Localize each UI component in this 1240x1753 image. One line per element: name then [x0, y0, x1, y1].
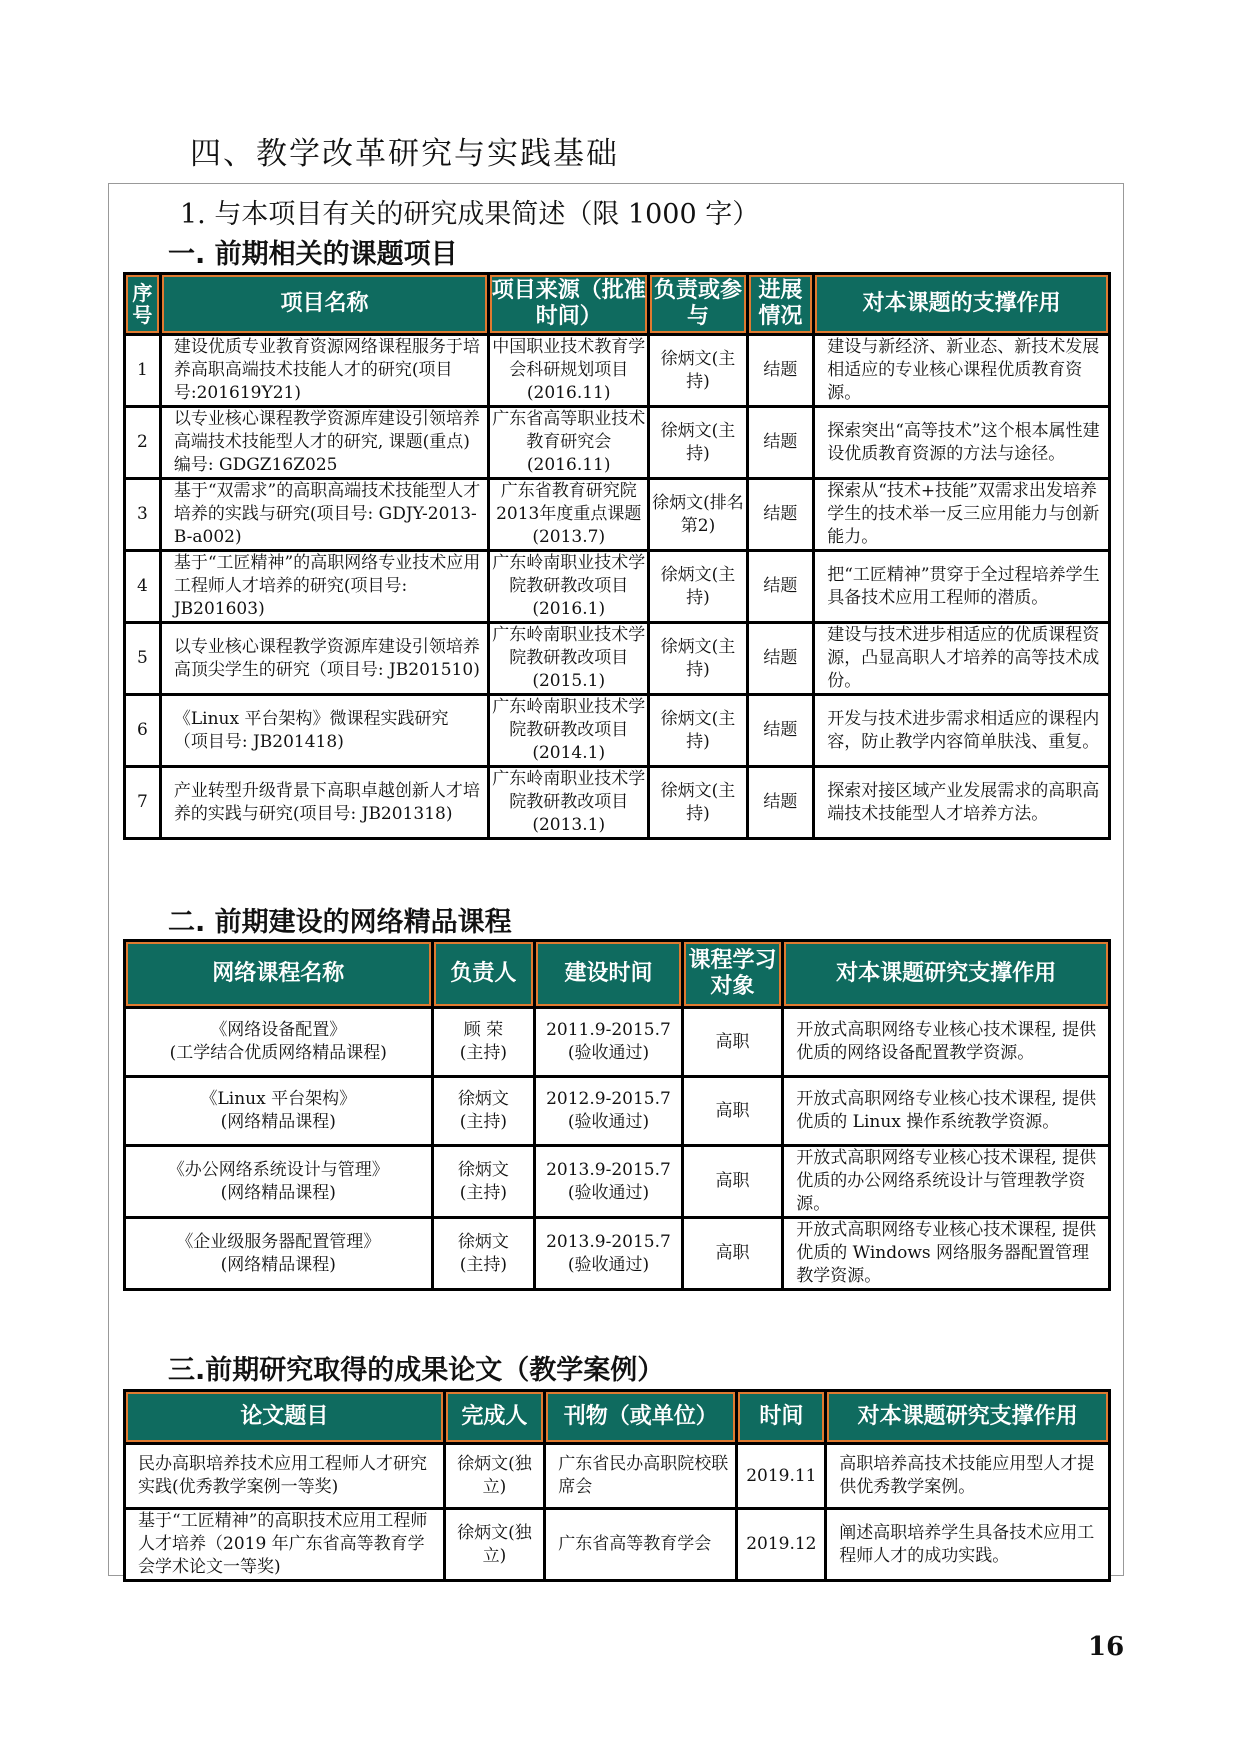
project-status: 结题 — [749, 552, 813, 621]
paper-title: 基于“工匠精神”的高职技术应用工程师人才培养（2019 年广东省高等教育学会学术论文一等奖) — [126, 1510, 443, 1579]
project-status: 结题 — [749, 336, 813, 405]
course-time-line: (验收通过) — [567, 1182, 650, 1203]
section1-heading: 一. 前期相关的课题项目 — [168, 239, 458, 270]
header-cell: 对本课题研究支撑作用 — [784, 942, 1108, 1006]
course-time — [536, 1219, 681, 1288]
project-name: 《Linux 平台架构》微课程实践研究（项目号: JB201418) — [162, 696, 487, 765]
course-time — [536, 1078, 681, 1144]
table-row — [126, 624, 1108, 693]
course-name-line: 《办公网络系统设计与管理》 — [167, 1159, 389, 1180]
course-support: 开放式高职网络专业核心技术课程, 提供优质的办公网络系统设计与管理教学资源。 — [784, 1147, 1108, 1216]
table-row — [126, 1078, 1108, 1144]
header-cell: 项目来源（批准时间） — [490, 275, 647, 333]
paper-author: 徐炳文(独立) — [446, 1510, 544, 1579]
project-support: 探索从“技术+技能”双需求出发培养学生的技术举一反三应用能力与创新能力。 — [815, 480, 1108, 549]
project-role: 徐炳文(主持) — [650, 624, 745, 693]
course-target: 高职 — [684, 1219, 782, 1288]
paper-time: 2019.11 — [738, 1445, 824, 1507]
header-cell: 课程学习对象 — [684, 942, 782, 1006]
project-source: 广东岭南职业技术学院教研教改项目(2013.1) — [490, 768, 647, 837]
header-cell: 序号 — [126, 275, 159, 333]
project-source: 广东岭南职业技术学院教研教改项目(2016.1) — [490, 552, 647, 621]
subtitle: 1. 与本项目有关的研究成果简述（限 1000 字） — [180, 199, 760, 230]
project-support: 建设与新经济、新业态、新技术发展相适应的专业核心课程优质教育资源。 — [815, 336, 1108, 405]
course-time-line: 2013.9-2015.7 — [546, 1159, 671, 1180]
project-support: 把“工匠精神”贯穿于全过程培养学生具备技术应用工程师的潜质。 — [815, 552, 1108, 621]
header-cell: 网络课程名称 — [126, 942, 431, 1006]
row-number: 6 — [126, 696, 159, 765]
table-row — [126, 1147, 1108, 1216]
table-row — [126, 408, 1108, 477]
course-name — [126, 1078, 431, 1144]
course-lead-line: (主持) — [459, 1043, 508, 1063]
paper-support: 高职培养高技术技能应用型人才提供优秀教学案例。 — [827, 1445, 1108, 1507]
row-number: 2 — [126, 408, 159, 477]
course-name-line: (工学结合优质网络精品课程) — [169, 1043, 387, 1063]
header-cell: 进展情况 — [749, 275, 813, 333]
project-support: 开发与技术进步需求相适应的课程内容，防止教学内容简单肤浅、重复。 — [815, 696, 1108, 765]
project-name: 以专业核心课程教学资源库建设引领培养高顶尖学生的研究（项目号: JB201510) — [162, 624, 487, 693]
course-target: 高职 — [684, 1009, 782, 1075]
course-support: 开放式高职网络专业核心技术课程, 提供优质的 Windows 网络服务器配置管理教学资源。 — [784, 1219, 1108, 1288]
course-time — [536, 1009, 681, 1075]
course-time-line: (验收通过) — [567, 1112, 650, 1132]
course-time-line: 2013.9-2015.7 — [546, 1231, 671, 1252]
project-role: 徐炳文(主持) — [650, 552, 745, 621]
project-role: 徐炳文(主持) — [650, 336, 745, 405]
project-name: 基于“工匠精神”的高职网络专业技术应用工程师人才培养的研究(项目号: JB201603) — [162, 552, 487, 621]
header-cell: 论文题目 — [126, 1392, 443, 1442]
table-row — [126, 1009, 1108, 1075]
paper-publication: 广东省高等教育学会 — [546, 1510, 735, 1579]
project-status: 结题 — [749, 768, 813, 837]
table-row — [126, 336, 1108, 405]
course-support: 开放式高职网络专业核心技术课程, 提供优质的 Linux 操作系统教学资源。 — [784, 1078, 1108, 1144]
project-name: 基于“双需求”的高职高端技术技能型人才培养的实践与研究(项目号: GDJY-2013-B-a002) — [162, 480, 487, 549]
header-cell: 负责或参与 — [650, 275, 745, 333]
row-number: 3 — [126, 480, 159, 549]
project-support: 建设与技术进步相适应的优质课程资源，凸显高职人才培养的高等技术成份。 — [815, 624, 1108, 693]
paper-support: 阐述高职培养学生具备技术应用工程师人才的成功实践。 — [827, 1510, 1108, 1579]
table-row — [126, 552, 1108, 621]
course-name-line: 《企业级服务器配置管理》 — [176, 1231, 381, 1252]
header-cell: 刊物（或单位） — [546, 1392, 735, 1442]
course-name — [126, 1009, 431, 1075]
project-role: 徐炳文(主持) — [650, 696, 745, 765]
table-row — [126, 1510, 1108, 1579]
course-target: 高职 — [684, 1147, 782, 1216]
project-status: 结题 — [749, 624, 813, 693]
page-number: 16 — [1088, 1632, 1125, 1662]
header-cell: 对本课题研究支撑作用 — [827, 1392, 1108, 1442]
table-row — [126, 1219, 1108, 1288]
course-name — [126, 1219, 431, 1288]
row-number: 5 — [126, 624, 159, 693]
table-row — [126, 768, 1108, 837]
header-cell: 项目名称 — [162, 275, 487, 333]
project-status: 结题 — [749, 480, 813, 549]
course-target: 高职 — [684, 1078, 782, 1144]
project-name: 建设优质专业教育资源网络课程服务于培养高职高端技术技能人才的研究(项目号:201619Y21) — [162, 336, 487, 405]
project-name: 产业转型升级背景下高职卓越创新人才培养的实践与研究(项目号: JB201318) — [162, 768, 487, 837]
project-status: 结题 — [749, 408, 813, 477]
table-row — [126, 1445, 1108, 1507]
project-support: 探索对接区域产业发展需求的高职高端技术技能型人才培养方法。 — [815, 768, 1108, 837]
header-cell: 对本课题的支撑作用 — [815, 275, 1108, 333]
course-lead-line: (主持) — [459, 1112, 508, 1132]
course-name-line: (网络精品课程) — [220, 1182, 336, 1203]
course-lead — [434, 1009, 534, 1075]
project-source: 中国职业技术教育学会科研规划项目 (2016.11) — [490, 336, 647, 405]
course-time-line: 2012.9-2015.7 — [546, 1089, 671, 1109]
course-lead-line: 徐炳文 — [457, 1159, 509, 1180]
course-lead-line: (主持) — [459, 1182, 508, 1203]
course-time-line: (验收通过) — [567, 1254, 650, 1275]
course-lead-line: 徐炳文 — [457, 1231, 509, 1252]
project-role: 徐炳文(主持) — [650, 768, 745, 837]
course-lead — [434, 1219, 534, 1288]
paper-time: 2019.12 — [738, 1510, 824, 1579]
paper-title: 民办高职培养技术应用工程师人才研究实践(优秀教学案例一等奖) — [126, 1445, 443, 1507]
courses-table — [123, 939, 1111, 1291]
paper-author: 徐炳文(独立) — [446, 1445, 544, 1507]
project-source: 广东省高等职业技术教育研究会(2016.11) — [490, 408, 647, 477]
course-support: 开放式高职网络专业核心技术课程, 提供优质的网络设备配置教学资源。 — [784, 1009, 1108, 1075]
table-row — [126, 480, 1108, 549]
project-status: 结题 — [749, 696, 813, 765]
course-name-line: (网络精品课程) — [220, 1254, 336, 1275]
course-time — [536, 1147, 681, 1216]
project-role: 徐炳文(排名第2) — [650, 480, 745, 549]
project-name: 以专业核心课程教学资源库建设引领培养高端技术技能型人才的研究, 课题(重点)编号: GDGZ16Z025 — [162, 408, 487, 477]
section3-heading: 三.前期研究取得的成果论文（教学案例） — [168, 1355, 665, 1386]
course-lead — [434, 1078, 534, 1144]
project-role: 徐炳文(主持) — [650, 408, 745, 477]
row-number: 1 — [126, 336, 159, 405]
row-number: 4 — [126, 552, 159, 621]
course-lead — [434, 1147, 534, 1216]
project-source: 广东省教育研究院2013年度重点课题(2013.7) — [490, 480, 647, 549]
header-cell: 建设时间 — [536, 942, 681, 1006]
course-lead-line: 徐炳文 — [457, 1089, 509, 1109]
course-name-line: (网络精品课程) — [220, 1112, 336, 1132]
header-cell: 负责人 — [434, 942, 534, 1006]
project-source: 广东岭南职业技术学院教研教改项目(2015.1) — [490, 624, 647, 693]
row-number: 7 — [126, 768, 159, 837]
course-name — [126, 1147, 431, 1216]
projects-table — [123, 272, 1111, 840]
header-cell: 完成人 — [446, 1392, 544, 1442]
course-time-line: 2011.9-2015.7 — [546, 1020, 671, 1040]
header-cell: 时间 — [738, 1392, 824, 1442]
course-time-line: (验收通过) — [567, 1043, 650, 1063]
course-lead-line: 顾 荣 — [463, 1020, 504, 1040]
table-row — [126, 696, 1108, 765]
project-support: 探索突出“高等技术”这个根本属性建设优质教育资源的方法与途径。 — [815, 408, 1108, 477]
papers-table — [123, 1389, 1111, 1582]
section2-heading: 二. 前期建设的网络精品课程 — [168, 907, 512, 938]
paper-publication: 广东省民办高职院校联席会 — [546, 1445, 735, 1507]
page-title: 四、教学改革研究与实践基础 — [190, 136, 619, 172]
project-source: 广东岭南职业技术学院教研教改项目(2014.1) — [490, 696, 647, 765]
course-lead-line: (主持) — [459, 1254, 508, 1275]
course-name-line: 《Linux 平台架构》 — [200, 1089, 357, 1109]
course-name-line: 《网络设备配置》 — [210, 1020, 347, 1040]
